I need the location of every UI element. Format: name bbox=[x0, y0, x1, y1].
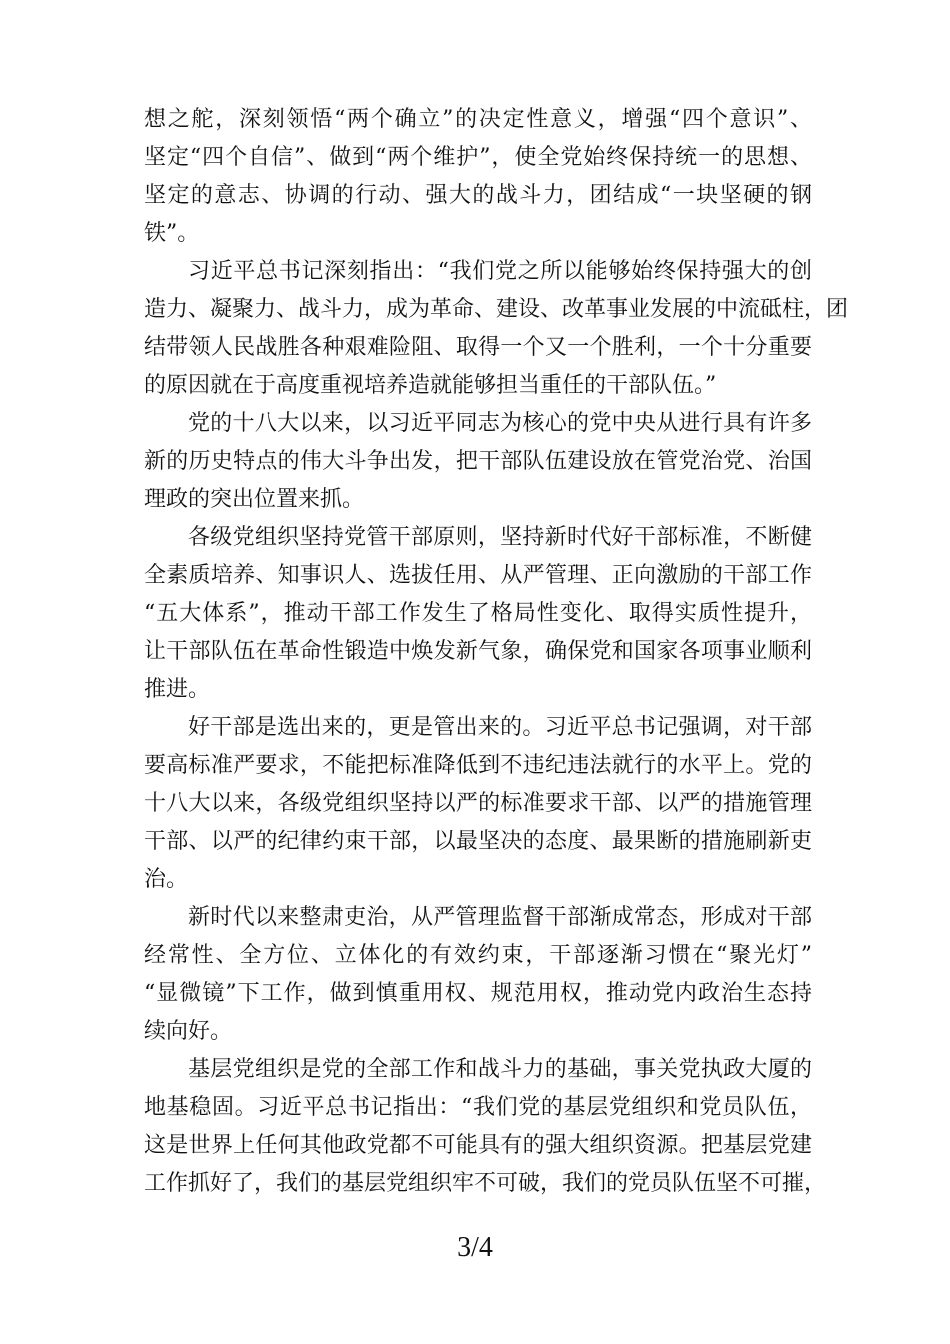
text-line: 干部、以严的纪律约束干部，以最坚决的态度、最果断的措施刷新吏 bbox=[144, 829, 812, 854]
text-line: 的原因就在于高度重视培养造就能够担当重任的干部队伍。” bbox=[144, 373, 717, 398]
text-line: 续向好。 bbox=[144, 1019, 233, 1044]
text-line: 好干部是选出来的，更是管出来的。习近平总书记强调，对干部 bbox=[188, 715, 812, 740]
text-line: 治。 bbox=[144, 867, 189, 892]
text-line: 工作抓好了，我们的基层党组织牢不可破，我们的党员队伍坚不可摧， bbox=[144, 1171, 827, 1196]
text-line: 坚定的意志、协调的行动、强大的战斗力，团结成“一块坚硬的钢 bbox=[144, 183, 812, 208]
text-line: 党的十八大以来，以习近平同志为核心的党中央从进行具有许多 bbox=[188, 411, 812, 436]
text-line: 新时代以来整肃吏治，从严管理监督干部渐成常态，形成对干部 bbox=[188, 905, 812, 930]
text-line: 基层党组织是党的全部工作和战斗力的基础，事关党执政大厦的 bbox=[188, 1057, 812, 1082]
text-line: 经常性、全方位、立体化的有效约束，干部逐渐习惯在“聚光灯” bbox=[144, 943, 812, 968]
text-line: “五大体系”，推动干部工作发生了格局性变化、取得实质性提升， bbox=[144, 601, 812, 626]
page-number: 3/4 bbox=[457, 1232, 493, 1263]
text-line: 十八大以来，各级党组织坚持以严的标准要求干部、以严的措施管理 bbox=[144, 791, 812, 816]
text-line: 想之舵，深刻领悟“两个确立”的决定性意义，增强“四个意识”、 bbox=[144, 107, 812, 132]
text-line: “显微镜”下工作，做到慎重用权、规范用权，推动党内政治生态持 bbox=[144, 981, 812, 1006]
text-line: 造力、凝聚力、战斗力，成为革命、建设、改革事业发展的中流砥柱，团 bbox=[144, 297, 849, 322]
text-line: 坚定“四个自信”、做到“两个维护”，使全党始终保持统一的思想、 bbox=[144, 145, 812, 170]
text-line: 习近平总书记深刻指出：“我们党之所以能够始终保持强大的创 bbox=[188, 259, 812, 284]
text-line: 新的历史特点的伟大斗争出发，把干部队伍建设放在管党治党、治国 bbox=[144, 449, 812, 474]
text-line: 要高标准严要求，不能把标准降低到不违纪违法就行的水平上。党的 bbox=[144, 753, 812, 778]
text-line: 这是世界上任何其他政党都不可能具有的强大组织资源。把基层党建 bbox=[144, 1133, 812, 1158]
text-line: 地基稳固。习近平总书记指出：“我们党的基层党组织和党员队伍， bbox=[144, 1095, 812, 1120]
text-line: 全素质培养、知事识人、选拔任用、从严管理、正向激励的干部工作 bbox=[144, 563, 812, 588]
text-line: 推进。 bbox=[144, 677, 211, 702]
text-line: 铁”。 bbox=[144, 221, 200, 246]
text-line: 结带领人民战胜各种艰难险阻、取得一个又一个胜利，一个十分重要 bbox=[144, 335, 812, 360]
text-line: 各级党组织坚持党管干部原则，坚持新时代好干部标准，不断健 bbox=[188, 525, 812, 550]
text-line: 理政的突出位置来抓。 bbox=[144, 487, 365, 512]
text-line: 让干部队伍在革命性锻造中焕发新气象，确保党和国家各项事业顺利 bbox=[144, 639, 812, 664]
body-text bbox=[144, 101, 849, 1203]
